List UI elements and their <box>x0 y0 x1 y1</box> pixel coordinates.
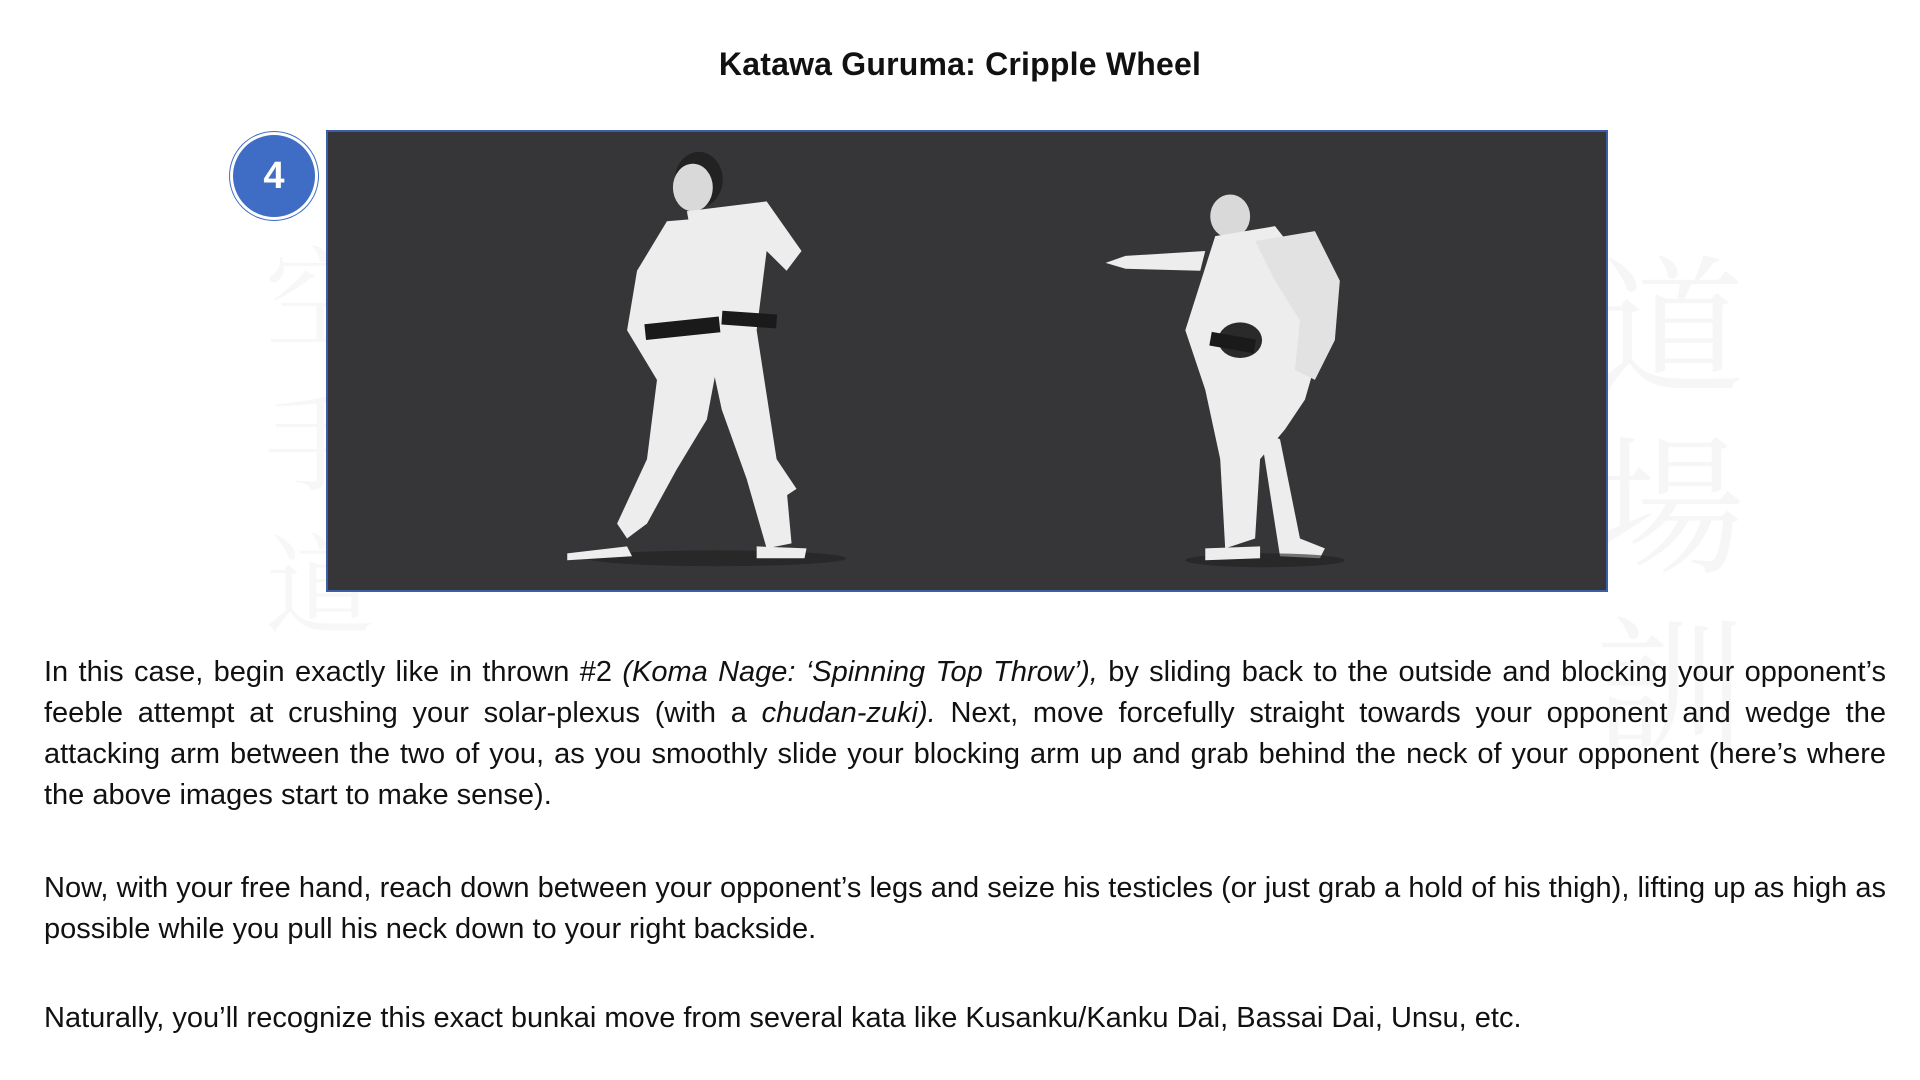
text-segment: by sliding back to the outside and blocking your opponent’s feeble attempt at crushing your solar-plexus (with a <box>44 656 1886 729</box>
italic-text-segment: chudan-zuki). <box>761 697 936 729</box>
step-number-badge: 4 <box>230 132 318 220</box>
text-segment: Next, move forcefully straight towards your opponent and wedge the attacking arm between the two of you, as you smoothly slide your blocking arm up and grab behind the neck of your opponent (here’s where the above images start to make sense). <box>44 697 1886 811</box>
italic-text-segment: (Koma Nage: ‘Spinning Top Throw’), <box>622 656 1098 688</box>
page-title: Katawa Guruma: Cripple Wheel <box>718 46 1202 82</box>
back-figure-foot <box>757 546 807 558</box>
karate-throw-photo <box>326 130 1608 592</box>
photo-vignette <box>328 132 1606 590</box>
paragraph-kata-note <box>44 998 1886 1039</box>
right-figure-foot <box>1205 546 1260 560</box>
paragraph-setup <box>44 652 1886 816</box>
text-segment: Naturally, you’ll recognize this exact bunkai move from several kata like Kusanku/Kanku Dai, Bassai Dai, Unsu, etc. <box>44 1002 1522 1034</box>
paragraph-throw <box>44 868 1886 950</box>
photo-illustration <box>328 132 1606 590</box>
text-segment: Now, with your free hand, reach down between your opponent’s legs and seize his testicles (or just grab a hold of his thigh), lifting up as high as possible while you pull his neck down to your right backside. <box>44 872 1886 945</box>
text-segment: In this case, begin exactly like in thrown #2 <box>44 656 623 688</box>
left-figure-face <box>673 164 713 212</box>
